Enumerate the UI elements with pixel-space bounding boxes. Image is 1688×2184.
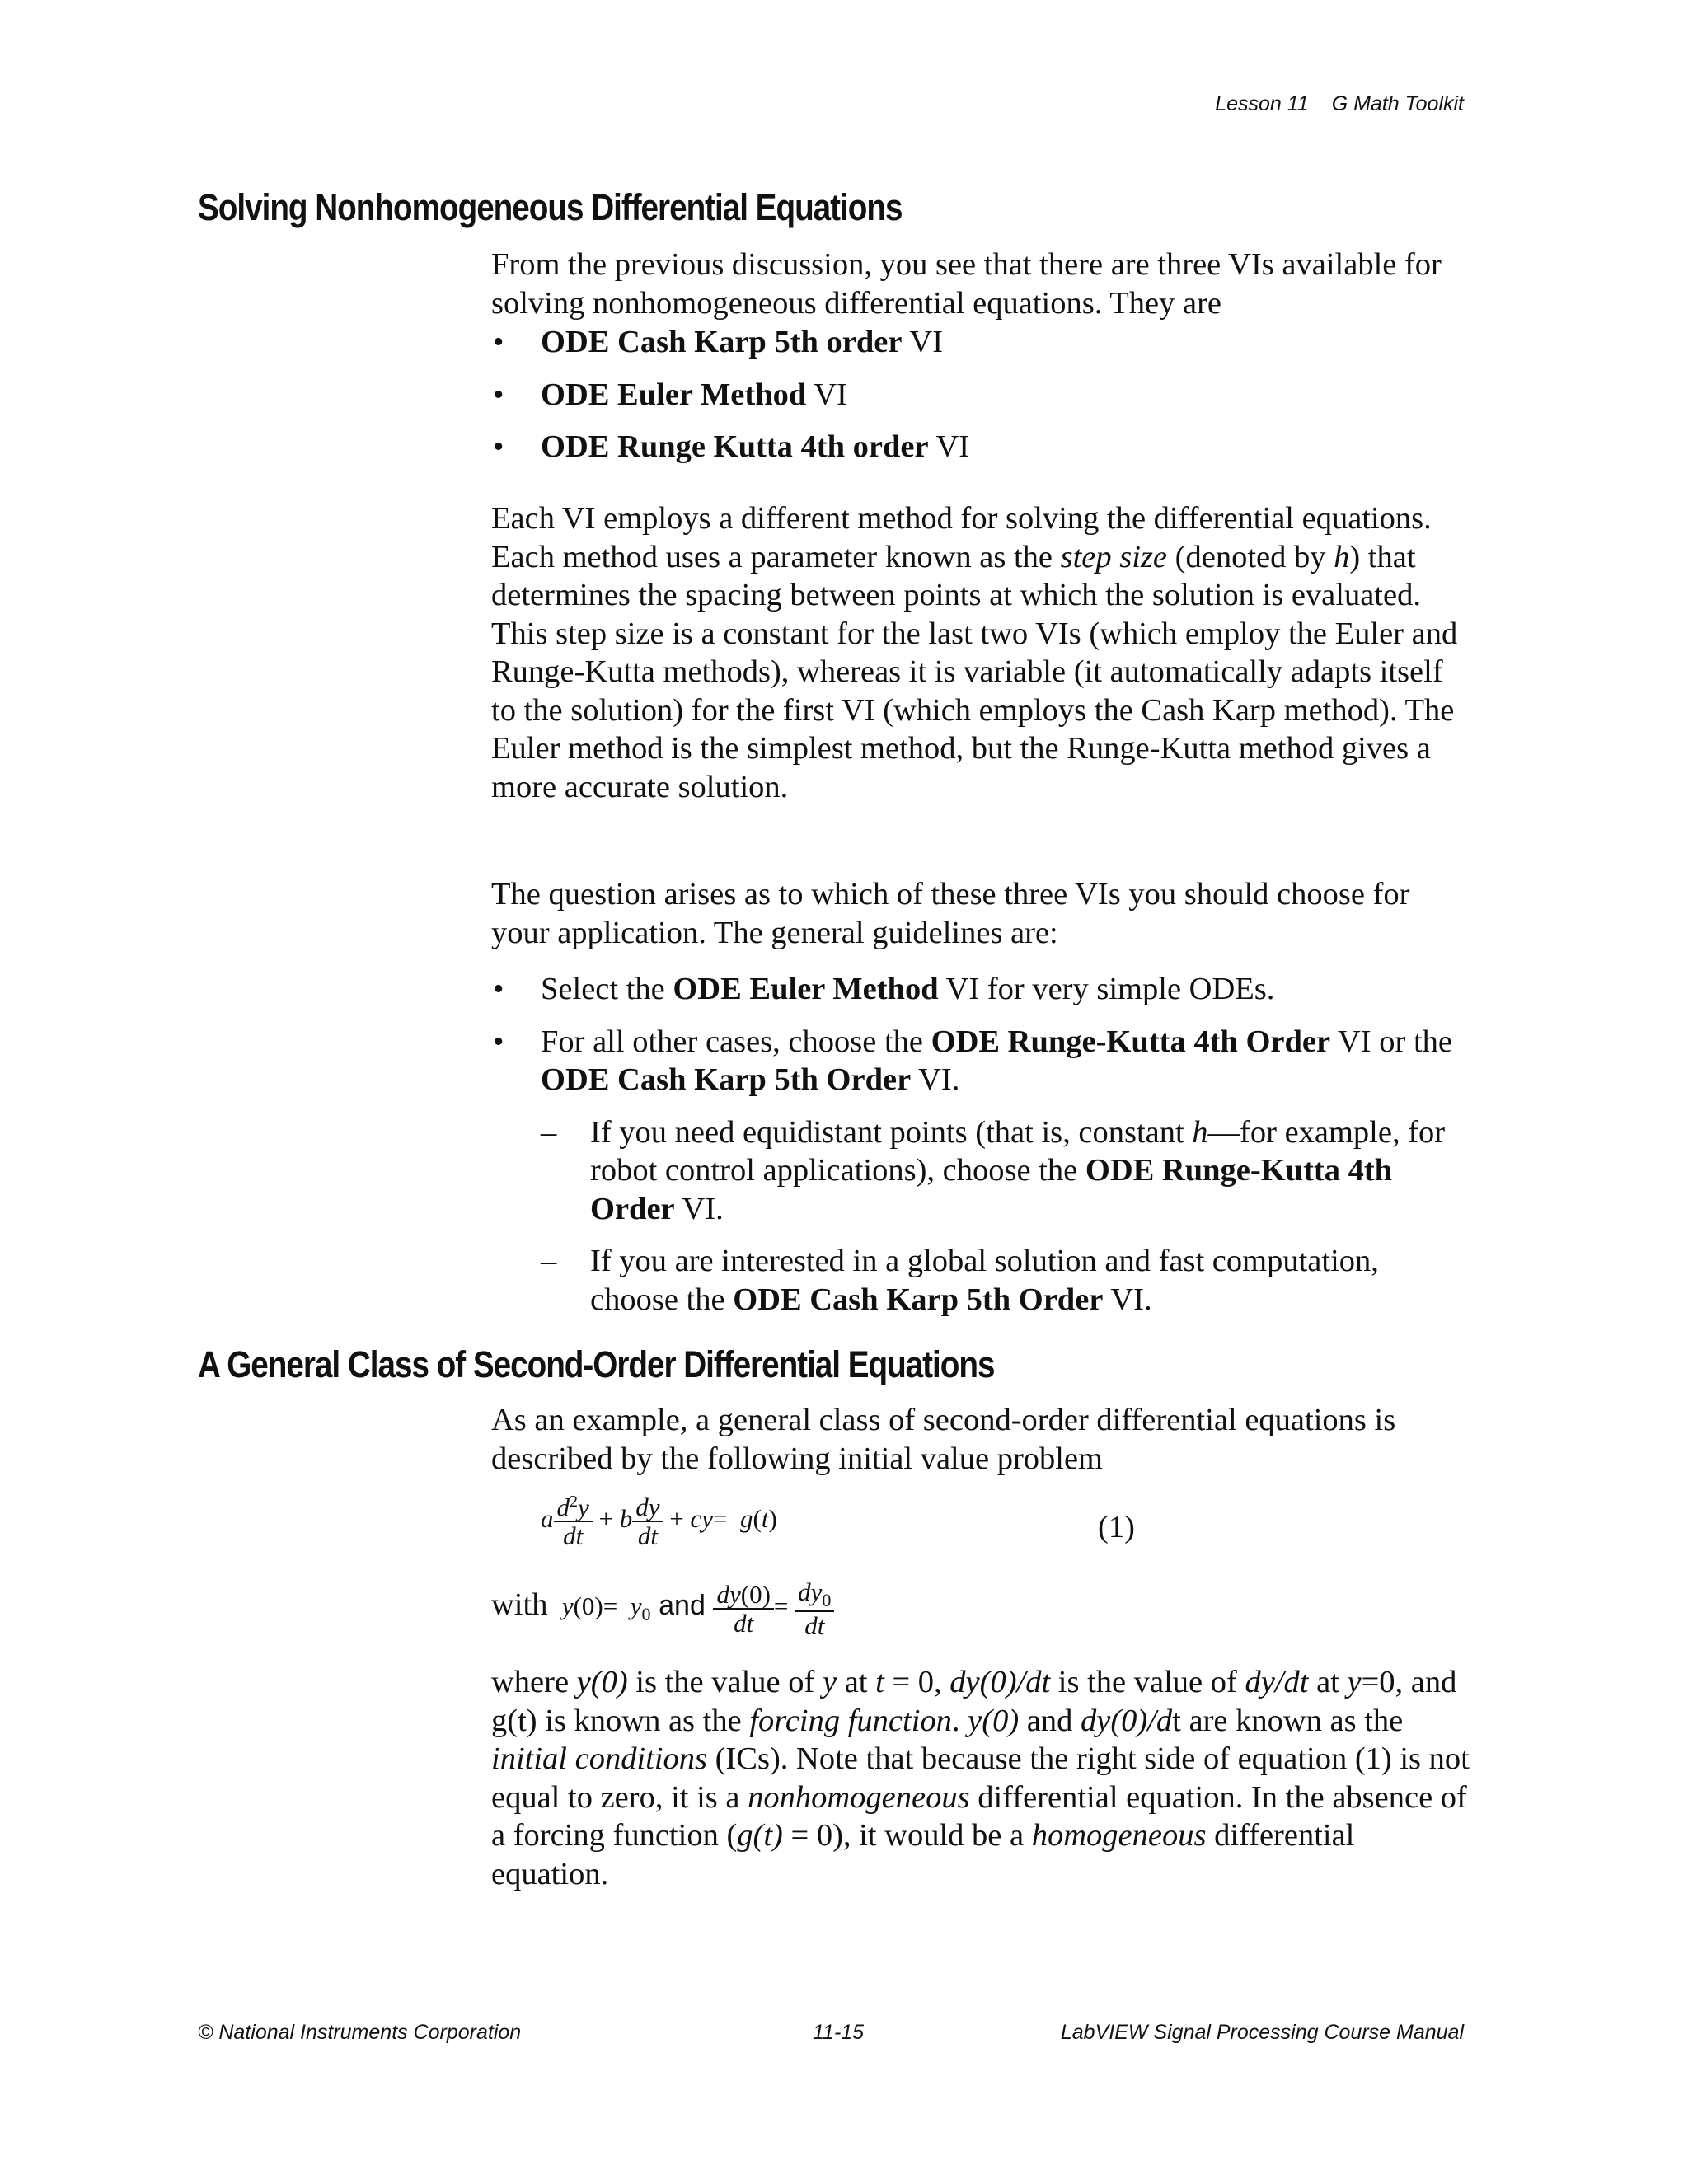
initial-conditions-equation: with $y(0)= y_0$ and $\frac{dy(0)}{dt}$ = $\frac{dy_0}{dt}$ <box>491 1579 834 1638</box>
sub-list-item: – If you need equidistant points (that is, constant h—for example, for robot control applications), choose the ODE Runge-Kutta 4th Order VI. <box>541 1114 1446 1226</box>
vi-list <box>491 323 1472 480</box>
footer-page-number: 11-15 <box>813 2021 865 2044</box>
section-heading-nonhomogeneous: Solving Nonhomogeneous Differential Equations <box>198 186 903 228</box>
bullet-icon: • <box>493 377 504 412</box>
section-heading-second-order: A General Class of Second-Order Differential Equations <box>198 1343 995 1385</box>
dash-icon: – <box>541 1114 557 1150</box>
list-item: • ODE Runge Kutta 4th order VI <box>491 428 1472 466</box>
methods-paragraph: Each VI employs a different method for solving the differential equations. Each method uses a parameter known as the step size (denoted by h) that determines the spacing between points at which the solution is evaluated. This step size is a constant for the last two VIs (which employ the Euler and Runge-Kutta methods), whereas it is variable (it automatically adapts itself to the solution) for the first VI (which employs the Cash Karp method). The Euler method is the simplest method, but the Runge-Kutta method gives a more accurate solution. <box>491 501 1458 804</box>
list-item: • For all other cases, choose the ODE Runge-Kutta 4th Order VI or the ODE Cash Karp 5th Order VI. <box>493 1024 1452 1097</box>
dash-icon: – <box>541 1244 557 1278</box>
header-lesson: Lesson 11 <box>1215 92 1309 115</box>
list-item: • ODE Cash Karp 5th order VI <box>491 323 1472 362</box>
list-item: • Select the ODE Euler Method VI for very simple ODEs. <box>491 970 1472 1009</box>
bullet-icon: • <box>493 325 504 359</box>
running-header <box>1215 92 1464 116</box>
definitions-paragraph: where y(0) is the value of y at t = 0, dy(0)/dt is the value of dy/dt at y=0, and g(t) is known as the forcing function. y(0) and dy(0)/dt are known as the initial conditions (ICs). Note that because the right side of equation (1) is not equal to zero, it is a nonhomogeneous differential equation. In the absence of a forcing function (g(t) = 0), it would be a homogeneous differential equation. <box>491 1665 1470 1891</box>
equation-1: a $\frac{d^2y}{dt}$ + b $\frac{dy}{dt}$ + cy= g(t) <box>541 1492 777 1551</box>
footer-copyright: © National Instruments Corporation <box>198 2021 522 2044</box>
footer-manual-title: LabVIEW Signal Processing Course Manual <box>1060 2021 1464 2044</box>
bullet-icon: • <box>493 429 504 464</box>
intro-paragraph: From the previous discussion, you see that there are three VIs available for solving nonhomogeneous differential equations. They are <box>491 247 1442 321</box>
section1-intro <box>491 246 1472 322</box>
header-title: G Math Toolkit <box>1331 92 1464 115</box>
question-paragraph: The question arises as to which of these three VIs you should choose for your application. The general guidelines are: <box>491 877 1410 950</box>
guidelines-list <box>491 970 1472 1319</box>
sub-list-item: – If you are interested in a global solution and fast computation, choose the ODE Cash Karp 5th Order VI. <box>541 1244 1379 1317</box>
equation-number: (1) <box>1098 1510 1135 1544</box>
list-item: • ODE Euler Method VI <box>491 376 1472 415</box>
section2-intro: As an example, a general class of second-order differential equations is described by the following initial value problem <box>491 1403 1396 1476</box>
bullet-icon: • <box>493 1024 504 1059</box>
bullet-icon: • <box>493 972 504 1006</box>
